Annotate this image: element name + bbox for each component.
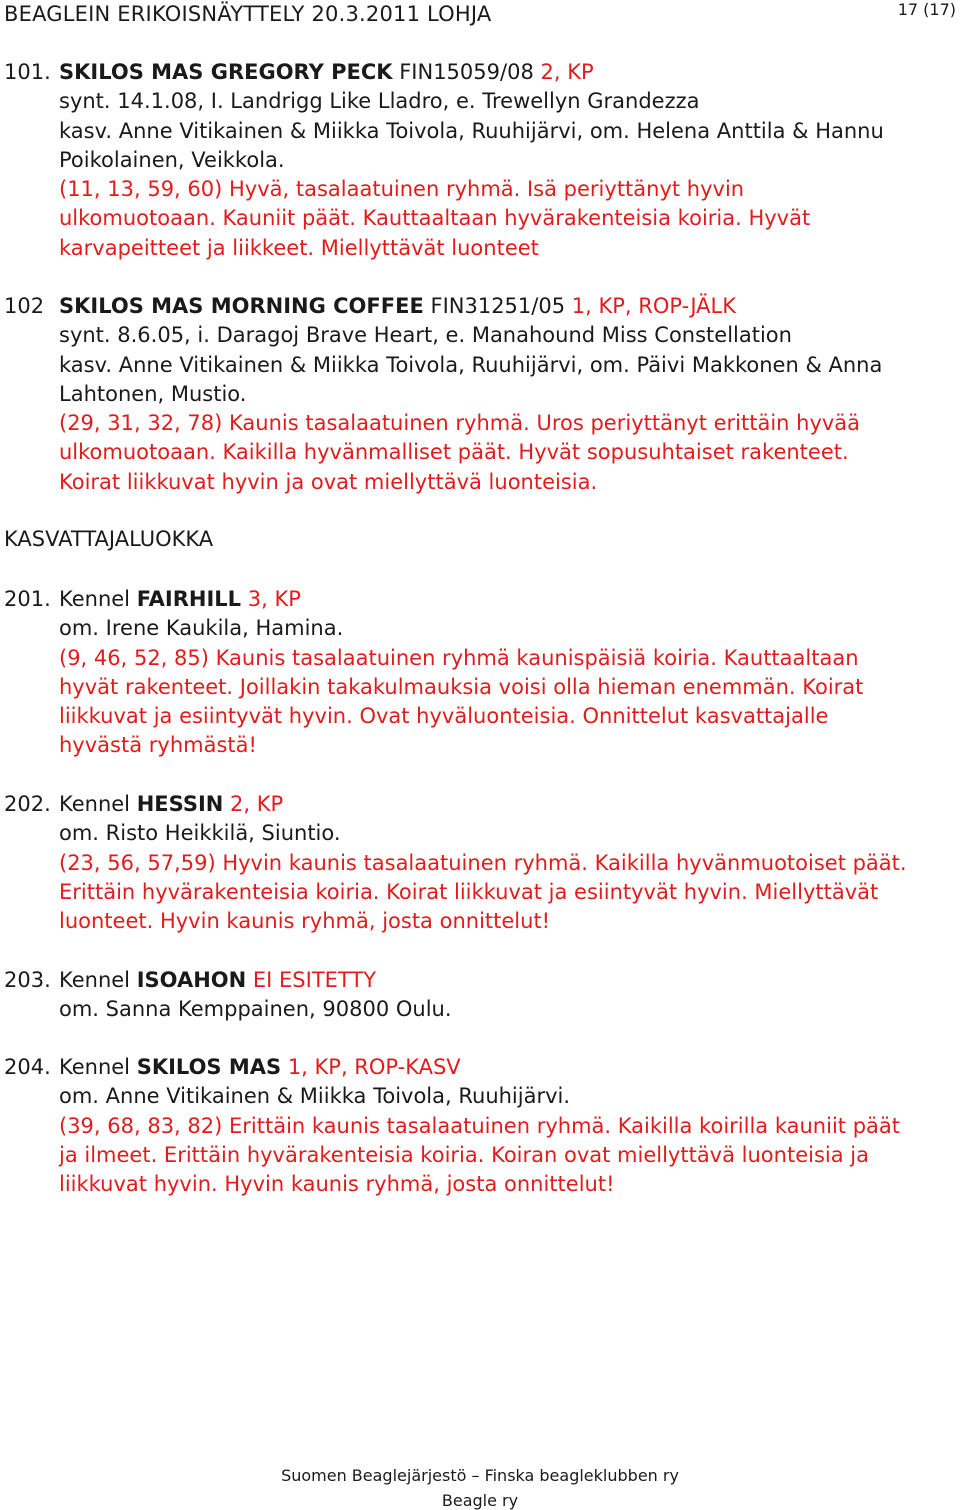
kennel-203: [0, 966, 960, 1025]
owner-line: om. Risto Heikkilä, Siuntio.: [59, 821, 341, 846]
result: 1, KP, ROP-KASV: [287, 1055, 461, 1079]
critique-line: liikkuvat hyvin. Hyvin kaunis ryhmä, josta onnittelut!: [59, 1172, 615, 1197]
kennel-prefix: Kennel: [59, 968, 131, 992]
critique-line: (23, 56, 57,59) Hyvin kaunis tasalaatuinen ryhmä. Kaikilla hyvänmuotoiset päät.: [59, 850, 907, 875]
entry-number: 203.: [4, 968, 51, 992]
critique-line: luonteet. Hyvin kaunis ryhmä, josta onnittelut!: [59, 909, 551, 934]
footer-organization: Suomen Beaglejärjestö – Finska beagleklubben ry: [281, 1466, 679, 1485]
entry-heading: [59, 292, 960, 321]
kennel-name: HESSIN: [136, 792, 224, 816]
kennel-204: [0, 1053, 960, 1199]
kennel-name: SKILOS MAS: [136, 1055, 282, 1079]
critique-line: (11, 13, 59, 60) Hyvä, tasalaatuinen ryhmä. Isä periyttänyt hyvin: [59, 177, 745, 202]
critique-line: (29, 31, 32, 78) Kaunis tasalaatuinen ryhmä. Uros periyttänyt erittäin hyvää: [59, 411, 861, 436]
entry-number: 102: [4, 294, 45, 318]
info-line: synt. 8.6.05, i. Daragoj Brave Heart, e. Manahound Miss Constellation: [59, 323, 792, 348]
entry-heading: [59, 1053, 960, 1082]
info-line: Lahtonen, Mustio.: [59, 381, 247, 406]
info-line: Poikolainen, Veikkola.: [59, 147, 285, 172]
critique-line: liikkuvat ja esiintyvät hyvin. Ovat hyväluonteisia. Onnittelut kasvattajalle: [59, 704, 829, 729]
registration-number: FIN31251/05: [430, 294, 566, 318]
kennel-201: [0, 585, 960, 761]
info-line: kasv. Anne Vitikainen & Miikka Toivola, Ruuhijärvi, om. Päivi Makkonen & Anna: [59, 352, 883, 377]
document-title: BEAGLEIN ERIKOISNÄYTTELY 20.3.2011 LOHJA: [4, 2, 492, 26]
owner-line: om. Sanna Kemppainen, 90800 Oulu.: [59, 997, 452, 1022]
kennel-prefix: Kennel: [59, 587, 131, 611]
result: 3, KP: [247, 587, 301, 611]
entry-101: [0, 58, 960, 263]
result: 2, KP: [540, 60, 594, 84]
entry-heading: [59, 58, 960, 87]
result: 1, KP, ROP-JÄLK: [571, 294, 736, 318]
entry-heading: [59, 966, 960, 995]
kennel-prefix: Kennel: [59, 792, 131, 816]
critique-line: ulkomuotoaan. Kaikilla hyvänmalliset päät. Hyvät sopusuhtaiset rakenteet.: [59, 440, 849, 465]
critique-line: Koirat liikkuvat hyvin ja ovat miellyttävä luonteisia.: [59, 469, 598, 494]
critique-line: (39, 68, 83, 82) Erittäin kaunis tasalaatuinen ryhmä. Kaikilla koirilla kauniit päät: [59, 1113, 900, 1138]
critique-line: Erittäin hyvärakenteisia koiria. Koirat liikkuvat ja esiintyvät hyvin. Miellyttävät: [59, 879, 879, 904]
result: EI ESITETTY: [252, 968, 377, 992]
registration-number: FIN15059/08: [399, 60, 534, 84]
entry-heading: [59, 585, 960, 614]
info-line: kasv. Anne Vitikainen & Miikka Toivola, Ruuhijärvi, om. Helena Anttila & Hannu: [59, 118, 884, 143]
page-number: 17 (17): [897, 0, 956, 19]
result: 2, KP: [230, 792, 284, 816]
entry-102: [0, 292, 960, 497]
footer-club: Beagle ry: [441, 1491, 519, 1510]
info-line: synt. 14.1.08, I. Landrigg Like Lladro, e. Trewellyn Grandezza: [59, 89, 700, 114]
critique-line: ja ilmeet. Erittäin hyvärakenteisia koiria. Koiran ovat miellyttävä luonteisia ja: [59, 1142, 869, 1167]
critique-line: (9, 46, 52, 85) Kaunis tasalaatuinen ryhmä kaunispäisiä koiria. Kauttaaltaan: [59, 645, 859, 670]
kennel-name: FAIRHILL: [136, 587, 242, 611]
kennel-name: ISOAHON: [136, 968, 247, 992]
dog-name: SKILOS MAS GREGORY PECK: [59, 60, 393, 84]
section-title: KASVATTAJALUOKKA: [4, 527, 214, 551]
critique-line: hyvästä ryhmästä!: [59, 733, 257, 758]
entry-number: 101.: [4, 60, 51, 84]
entry-number: 204.: [4, 1055, 51, 1079]
dog-name: SKILOS MAS MORNING COFFEE: [59, 294, 424, 318]
critique-line: ulkomuotoaan. Kauniit päät. Kauttaaltaan hyvärakenteisia koiria. Hyvät: [59, 206, 811, 231]
kennel-prefix: Kennel: [59, 1055, 131, 1079]
entry-heading: [59, 790, 960, 819]
owner-line: om. Irene Kaukila, Hamina.: [59, 616, 344, 641]
entry-number: 202.: [4, 792, 51, 816]
owner-line: om. Anne Vitikainen & Miikka Toivola, Ruuhijärvi.: [59, 1084, 571, 1109]
critique-line: karvapeitteet ja liikkeet. Miellyttävät luonteet: [59, 235, 539, 260]
entry-number: 201.: [4, 587, 51, 611]
kennel-202: [0, 790, 960, 936]
critique-line: hyvät rakenteet. Joillakin takakulmauksia voisi olla hieman enemmän. Koirat: [59, 674, 864, 699]
